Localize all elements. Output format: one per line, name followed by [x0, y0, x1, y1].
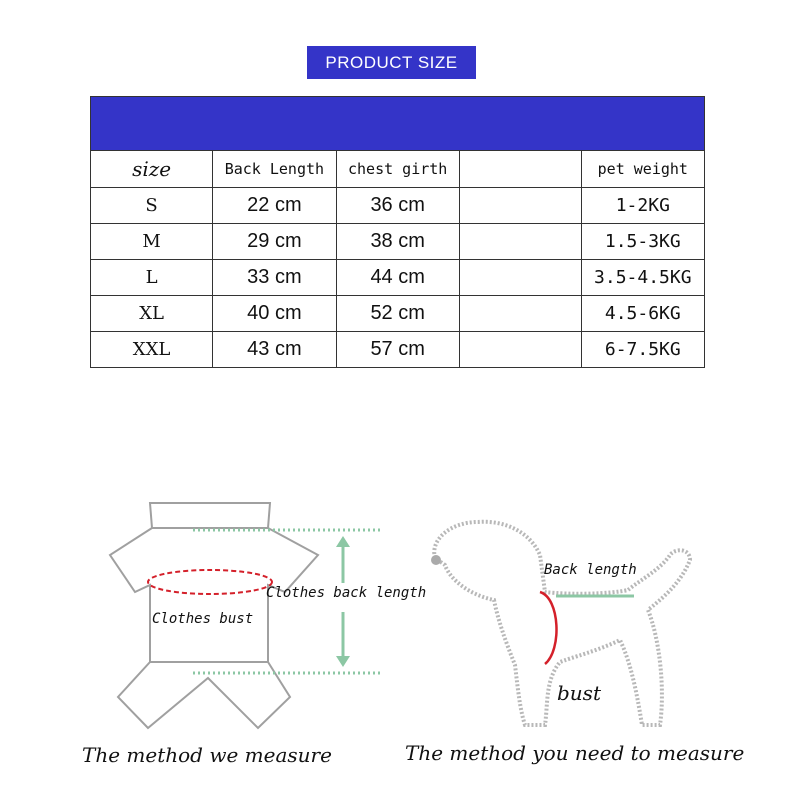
cell-size: L	[91, 260, 213, 296]
product-size-title: PRODUCT SIZE	[307, 46, 476, 79]
cell-back-length: 43 cm	[213, 332, 336, 368]
cell-pet-weight: 6-7.5KG	[581, 332, 704, 368]
cell-chest-girth: 36 cm	[336, 188, 459, 224]
cell-back-length: 40 cm	[213, 296, 336, 332]
cell-pet-weight: 4.5-6KG	[581, 296, 704, 332]
cell-pet-weight: 3.5-4.5KG	[581, 260, 704, 296]
header-back-length: Back Length	[213, 151, 336, 188]
clothes-caption: The method we measure	[82, 743, 332, 767]
cell-back-length: 33 cm	[213, 260, 336, 296]
header-pet-weight: pet weight	[581, 151, 704, 188]
header-size: size	[91, 151, 213, 188]
cell-chest-girth: 57 cm	[336, 332, 459, 368]
cell-size: M	[91, 224, 213, 260]
cell-chest-girth: 44 cm	[336, 260, 459, 296]
cell-size: S	[91, 188, 213, 224]
dog-back-length-label: Back length	[544, 562, 637, 578]
cell-size: XXL	[91, 332, 213, 368]
cell-back-length: 29 cm	[213, 224, 336, 260]
dog-nose	[431, 555, 441, 565]
dog-bust-curve	[540, 592, 556, 664]
clothes-bust-label: Clothes bust	[152, 611, 254, 627]
dog-bust-label: bust	[557, 681, 601, 705]
cell-size: XL	[91, 296, 213, 332]
cell-pet-weight: 1-2KG	[581, 188, 704, 224]
cell-back-length: 22 cm	[213, 188, 336, 224]
cell-chest-girth: 52 cm	[336, 296, 459, 332]
cell-chest-girth: 38 cm	[336, 224, 459, 260]
clothes-back-length-label: Clothes back length	[266, 585, 427, 601]
header-chest-girth: chest girth	[336, 151, 459, 188]
dog-caption: The method you need to measure	[405, 741, 745, 765]
cell-pet-weight: 1.5-3KG	[581, 224, 704, 260]
